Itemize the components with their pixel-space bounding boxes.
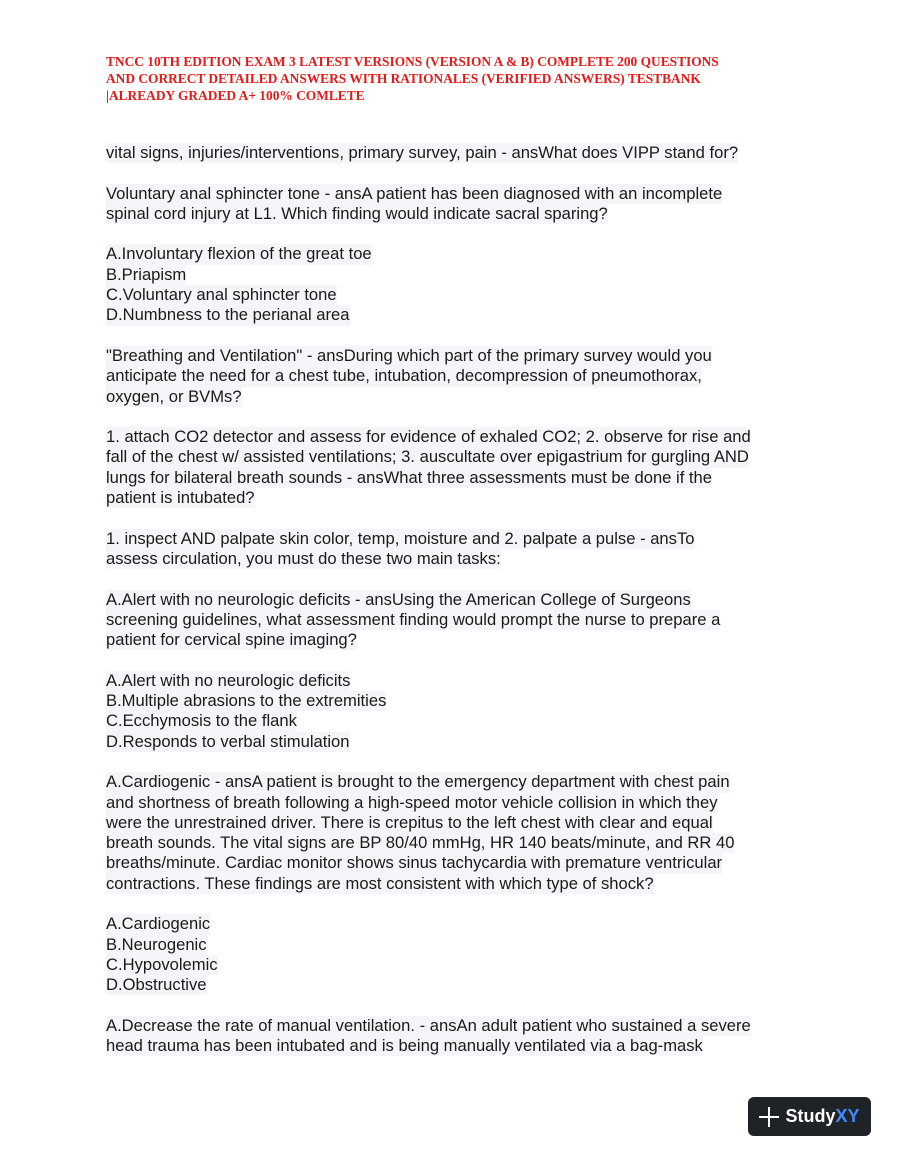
text-line: patient for cervical spine imaging?: [106, 630, 357, 650]
text-line: "Breathing and Ventilation" - ansDuring which part of the primary survey would you: [106, 345, 712, 365]
options-sacral-sparing: [106, 244, 806, 325]
document-body: [106, 143, 806, 1077]
text-line: head trauma has been intubated and is being manually ventilated via a bag-mask: [106, 1036, 703, 1056]
text-line: Voluntary anal sphincter tone - ansA patient has been diagnosed with an incomplete: [106, 183, 723, 203]
option-a: A.Alert with no neurologic deficits: [106, 670, 351, 690]
text-line: spinal cord injury at L1. Which finding would indicate sacral sparing?: [106, 203, 608, 223]
option-d: D.Responds to verbal stimulation: [106, 731, 350, 751]
document-header-title: [106, 53, 796, 104]
plus-icon: [759, 1107, 779, 1127]
options-cervical-spine: [106, 671, 806, 752]
text-line: and shortness of breath following a high-speed motor vehicle collision in which they: [106, 792, 718, 812]
paragraph-intubated: [106, 427, 806, 508]
header-line-1: TNCC 10TH EDITION EXAM 3 LATEST VERSIONS (VERSION A & B) COMPLETE 200 QUESTIONS: [106, 54, 719, 69]
text-line: A.Alert with no neurologic deficits - ansUsing the American College of Surgeons: [106, 589, 691, 609]
text-line: vital signs, injuries/interventions, primary survey, pain - ansWhat does VIPP stand for?: [106, 143, 739, 162]
header-line-3: |ALREADY GRADED A+ 100% COMLETE: [106, 88, 365, 103]
option-a: A.Cardiogenic: [106, 914, 211, 934]
text-line: patient is intubated?: [106, 488, 255, 508]
option-c: C.Ecchymosis to the flank: [106, 711, 297, 731]
option-c: C.Voluntary anal sphincter tone: [106, 285, 337, 305]
text-line: breaths/minute. Cardiac monitor shows sinus tachycardia with premature ventricular: [106, 853, 723, 873]
paragraph-vipp: [106, 143, 806, 163]
text-line: A.Decrease the rate of manual ventilation. - ansAn adult patient who sustained a severe: [106, 1015, 751, 1035]
text-line: anticipate the need for a chest tube, intubation, decompression of pneumothorax,: [106, 366, 702, 386]
text-line: oxygen, or BVMs?: [106, 386, 242, 406]
text-line: were the unrestrained driver. There is crepitus to the left chest with clear and equal: [106, 812, 713, 832]
text-line: fall of the chest w/ assisted ventilations; 3. auscultate over epigastrium for gurgling AND: [106, 447, 749, 467]
text-line: breath sounds. The vital signs are BP 80/40 mmHg, HR 140 beats/minute, and RR 40: [106, 833, 735, 853]
text-line: lungs for bilateral breath sounds - ansWhat three assessments must be done if the: [106, 467, 712, 487]
paragraph-cervical-spine: [106, 590, 806, 651]
paragraph-shock: [106, 772, 806, 894]
option-a: A.Involuntary flexion of the great toe: [106, 244, 372, 264]
option-b: B.Neurogenic: [106, 934, 207, 954]
header-line-2: AND CORRECT DETAILED ANSWERS WITH RATIONALES (VERIFIED ANSWERS) TESTBANK: [106, 71, 701, 86]
badge-text-accent: XY: [835, 1106, 860, 1126]
options-shock: [106, 914, 806, 995]
paragraph-sacral-sparing: [106, 184, 806, 225]
option-b: B.Priapism: [106, 264, 187, 284]
option-d: D.Numbness to the perianal area: [106, 305, 350, 325]
text-line: A.Cardiogenic - ansA patient is brought to the emergency department with chest pain: [106, 772, 730, 792]
option-b: B.Multiple abrasions to the extremities: [106, 691, 387, 711]
text-line: 1. attach CO2 detector and assess for evidence of exhaled CO2; 2. observe for rise and: [106, 427, 751, 447]
paragraph-circulation: [106, 529, 806, 570]
option-c: C.Hypovolemic: [106, 954, 218, 974]
badge-label: [785, 1106, 859, 1127]
text-line: 1. inspect AND palpate skin color, temp, moisture and 2. palpate a pulse - ansTo: [106, 528, 695, 548]
text-line: screening guidelines, what assessment finding would prompt the nurse to prepare a: [106, 609, 721, 629]
text-line: contractions. These findings are most consistent with which type of shock?: [106, 873, 654, 893]
paragraph-ventilation: [106, 1016, 806, 1057]
text-line: assess circulation, you must do these two main tasks:: [106, 548, 501, 568]
paragraph-breathing: [106, 346, 806, 407]
badge-text-main: Study: [785, 1106, 836, 1126]
option-d: D.Obstructive: [106, 975, 207, 995]
studyxy-badge[interactable]: [748, 1097, 871, 1136]
